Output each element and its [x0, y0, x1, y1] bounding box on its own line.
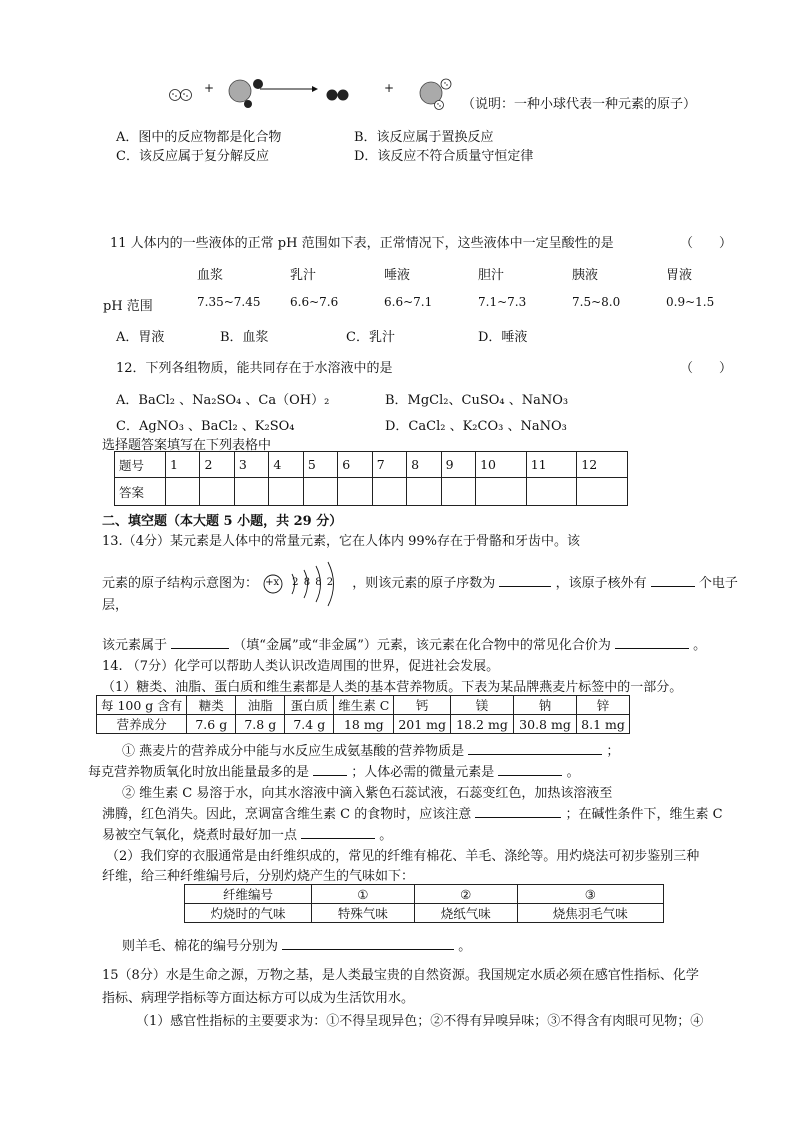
q15-line2: 指标、病理学指标等方面达标方可以成为生活饮用水。 [102, 991, 415, 1006]
liquid-name: 胃液 [666, 268, 693, 283]
answer-cell[interactable] [234, 478, 268, 506]
liquid-name: 唾液 [384, 268, 411, 283]
q13-text: （填“金属”或“非金属”）元素，该元素在化合物中的常见化合价为 [233, 638, 611, 653]
nucleus-charge: +x [265, 576, 280, 588]
nutrient-amount: 7.6 g [187, 715, 236, 734]
question-number: 3 [234, 452, 268, 478]
fiber-number: ③ [517, 885, 663, 904]
question-number: 9 [441, 452, 475, 478]
answer-table-answer-label: 答案 [115, 478, 166, 506]
question-number: 7 [372, 452, 406, 478]
ph-range: 7.35~7.45 [197, 295, 261, 309]
fiber-smell: 烧焦羽毛气味 [517, 904, 663, 923]
q12-option-b: B．MgCl₂、CuSO₄ 、NaNO₃ [385, 393, 569, 408]
ph-row-label: pH 范围 [103, 299, 153, 314]
blank-cooking-attention[interactable] [475, 805, 561, 818]
q14-part2-line1: （2）我们穿的衣服通常是由纤维织成的，常见的纤维有棉花、羊毛、涤纶等。用灼烧法可初步鉴别三种 [106, 849, 700, 864]
answer-cell[interactable] [200, 478, 234, 506]
q14-sub1-line2 [88, 761, 580, 780]
q10-option-c: C．该反应属于复分解反应 [116, 149, 269, 164]
liquid-name: 血浆 [197, 268, 224, 283]
blank-metal-type[interactable] [171, 636, 229, 649]
nutrient-amount: 7.8 g [236, 715, 285, 734]
nutrition-corner-bottom: 营养成分 [97, 715, 187, 734]
q13-line2 [102, 572, 738, 591]
q14-text: 。 [458, 939, 472, 954]
nutrient-amount: 18.2 mg [451, 715, 514, 734]
question-number: 10 [476, 452, 527, 478]
q13-text: ，该原子核外有 [555, 576, 647, 591]
q14-text: ；在碱性条件下，维生素 C [565, 807, 723, 822]
blank-trace-element[interactable] [498, 763, 562, 776]
fiber-table [184, 884, 664, 923]
nutrient-name: 油脂 [236, 696, 285, 715]
q13-text: ，则该元素的原子序数为 [352, 576, 496, 591]
q11-stem: 11 人体内的一些液体的正常 pH 范围如下表，正常情况下，这些液体中一定呈酸性的是 [110, 236, 614, 251]
ph-range: 6.6~7.6 [290, 295, 339, 309]
nutrient-name: 钠 [514, 696, 577, 715]
question-number: 11 [526, 452, 577, 478]
nutrient-amount: 201 mg [394, 715, 451, 734]
answer-cell[interactable] [526, 478, 577, 506]
answer-cell[interactable] [577, 478, 628, 506]
answer-cell[interactable] [269, 478, 303, 506]
diagram-note: （说明：一种小球代表一种元素的原子） [462, 97, 697, 112]
question-number: 4 [269, 452, 303, 478]
q14-part1: （1）糖类、油脂、蛋白质和维生素都是人类的基本营养物质。下表为某品牌燕麦片标签中的一部分。 [102, 680, 683, 695]
q14-text: 易被空气氧化，烧煮时最好加一点 [102, 828, 298, 843]
q14-part2-line2: 纤维，给三种纤维编号后，分别灼烧产生的气味如下： [102, 869, 415, 884]
answer-cell[interactable] [441, 478, 475, 506]
blank-atomic-number[interactable] [499, 574, 551, 587]
reactant-molecule-1 [170, 90, 192, 101]
q11-answer-bracket: （ ） [680, 236, 733, 251]
answer-cell[interactable] [407, 478, 441, 506]
q10-option-a: A．图中的反应物都是化合物 [116, 130, 282, 145]
ph-range: 6.6~7.1 [384, 295, 433, 309]
question-number: 8 [407, 452, 441, 478]
q14-part2-answer-line [122, 935, 471, 954]
answer-table-header-label: 题号 [115, 452, 166, 478]
question-number: 12 [577, 452, 628, 478]
q13-text: 元素的原子结构示意图为： [102, 576, 259, 591]
q13-line3: 层， [102, 598, 129, 613]
q11-option-a: A．胃液 [116, 330, 165, 345]
fiber-number: ② [414, 885, 517, 904]
q14-text: 沸腾，红色消失。因此，烹调富含维生素 C 的食物时，应该注意 [102, 807, 472, 822]
blank-valence[interactable] [615, 636, 689, 649]
answer-cell[interactable] [372, 478, 406, 506]
section-title: 二、填空题（本大题 5 小题，共 29 分） [102, 514, 343, 529]
nutrient-name: 蛋白质 [285, 696, 334, 715]
nutrient-name: 糖类 [187, 696, 236, 715]
nutrient-amount: 18 mg [334, 715, 394, 734]
plus-sign: + [384, 81, 395, 95]
fiber-table-h1: 纤维编号 [185, 885, 312, 904]
q14-sub2-line1: ② 维生素 C 易溶于水，向其水溶液中滴入紫色石蕊试液，石蕊变红色，加热该溶液至 [122, 786, 613, 801]
nutrient-name: 维生素 C [334, 696, 394, 715]
q14-sub2-line2 [102, 803, 723, 822]
q11-option-b: B．血浆 [220, 330, 269, 345]
q15-line1: 15（8分）水是生命之源，万物之基，是人类最宝贵的自然资源。我国规定水质必须在感官性指标、化学 [102, 968, 699, 983]
q14-text: 每克营养物质氧化时放出能量最多的是 [88, 765, 310, 780]
ph-range: 7.5~8.0 [572, 295, 621, 309]
q14-text: ；人体必需的微量元素是 [351, 765, 495, 780]
nutrient-name: 镁 [451, 696, 514, 715]
atomic-structure-diagram [262, 577, 348, 591]
answer-table [114, 451, 628, 506]
question-number: 1 [166, 452, 200, 478]
answer-cell[interactable] [476, 478, 527, 506]
q12-option-c: C．AgNO₃ 、BaCl₂ 、K₂SO₄ [116, 419, 295, 434]
fiber-number: ① [312, 885, 415, 904]
nutrition-corner-top: 每 100 g 含有 [97, 696, 187, 715]
product-molecule-2 [420, 79, 451, 110]
q14-sub1-line1 [122, 740, 619, 759]
blank-amino-acid-source[interactable] [468, 742, 602, 755]
question-number: 5 [303, 452, 337, 478]
ph-range: 0.9~1.5 [666, 295, 715, 309]
answer-cell[interactable] [338, 478, 372, 506]
nutrient-amount: 7.4 g [285, 715, 334, 734]
answer-table-caption: 选择题答案填写在下列表格中 [102, 438, 272, 453]
q14-sub2-line3 [102, 824, 392, 843]
liquid-name: 胆汁 [478, 268, 505, 283]
liquid-name: 胰液 [572, 268, 599, 283]
q11-option-d: D．唾液 [478, 330, 528, 345]
electron-counts: 2 8 8 2 [292, 576, 335, 588]
q12-option-d: D．CaCl₂ 、K₂CO₃ 、NaNO₃ [385, 419, 567, 434]
q12-option-a: A．BaCl₂ 、Na₂SO₄ 、Ca（OH）₂ [116, 393, 330, 408]
fiber-table-h2: 灼烧时的气味 [185, 904, 312, 923]
reaction-arrow [260, 86, 318, 92]
question-number: 6 [338, 452, 372, 478]
q13-text: 。 [693, 638, 707, 653]
q12-answer-bracket: （ ） [680, 361, 733, 376]
q13-text: 该元素属于 [102, 638, 168, 653]
blank-fiber-numbers[interactable] [282, 937, 454, 950]
nutrient-amount: 30.8 mg [514, 715, 577, 734]
question-number: 2 [200, 452, 234, 478]
q14-text: 。 [566, 765, 580, 780]
reactant-molecule-2 [229, 79, 263, 108]
product-molecule-1 [327, 90, 349, 101]
q10-option-b: B．该反应属于置换反应 [354, 130, 494, 145]
q14-text: ； [606, 744, 620, 759]
nutrient-name: 锌 [577, 696, 630, 715]
blank-energy-nutrient[interactable] [313, 763, 347, 776]
blank-electron-layers[interactable] [651, 574, 695, 587]
q13-line4 [102, 634, 706, 653]
q14-text: 。 [379, 828, 393, 843]
nutrition-table [96, 695, 630, 734]
q13-line1: 13.（4分）某元素是人体中的常量元素，它在人体内 99%存在于骨骼和牙齿中。该 [102, 534, 580, 549]
q15-line3: （1）感官性指标的主要要求为：①不得呈现异色；②不得有异嗅异味；③不得含有肉眼可见物；④ [136, 1014, 704, 1029]
nutrient-name: 钙 [394, 696, 451, 715]
q10-option-d: D．该反应不符合质量守恒定律 [354, 149, 534, 164]
q11-option-c: C．乳汁 [346, 330, 395, 345]
blank-additive[interactable] [301, 826, 375, 839]
q14-stem: 14. （7分）化学可以帮助人类认识改造周围的世界，促进社会发展。 [102, 659, 500, 674]
fiber-smell: 烧纸气味 [414, 904, 517, 923]
q14-text: 则羊毛、棉花的编号分别为 [122, 939, 279, 954]
q13-text: 个电子 [698, 576, 738, 591]
fiber-smell: 特殊气味 [312, 904, 415, 923]
answer-cell[interactable] [303, 478, 337, 506]
liquid-name: 乳汁 [290, 268, 317, 283]
q12-stem: 12．下列各组物质，能共同存在于水溶液中的是 [116, 361, 393, 376]
ph-range: 7.1~7.3 [478, 295, 527, 309]
answer-cell[interactable] [166, 478, 200, 506]
nutrient-amount: 8.1 mg [577, 715, 630, 734]
q14-text: ① 燕麦片的营养成分中能与水反应生成氨基酸的营养物质是 [122, 744, 465, 759]
plus-sign: + [204, 81, 215, 95]
